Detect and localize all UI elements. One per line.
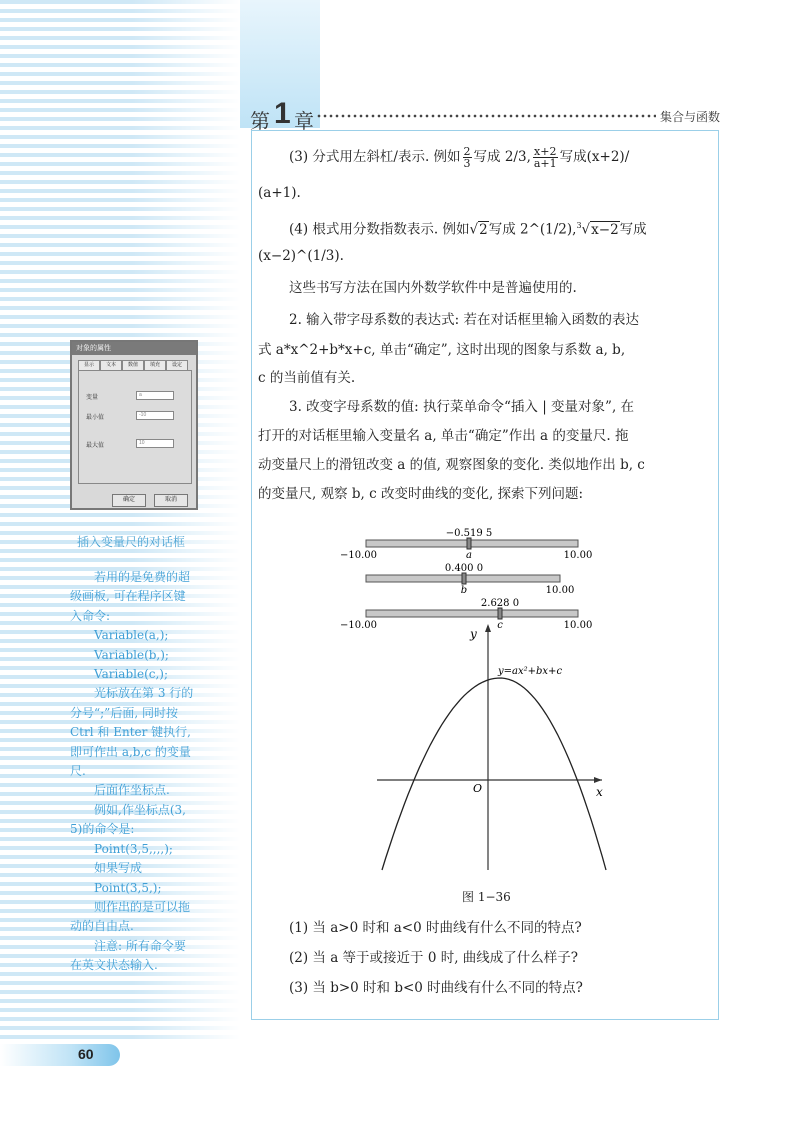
sidenote-line: 光标放在第 3 行的 (94, 686, 194, 701)
chapter-title: 集合与函数 (660, 110, 721, 124)
slider-label: a (466, 550, 472, 561)
sidenote-line: Ctrl 和 Enter 键执行, (70, 725, 191, 740)
para-step3-line3: 动变量尺上的滑钮改变 a 的值, 观察图象的变化. 类似地作出 b, c (258, 457, 645, 473)
sidenote-line: 分号“;”后面, 同时按 (70, 705, 178, 720)
para-radical-rule: (4) 根式用分数指数表示. 例如√2写成 2^(1/2),$^3$√x−2写成 (289, 221, 647, 238)
x-axis-arrow (594, 777, 602, 783)
para-radical-rule-cont: (x−2)^(1/3). (258, 248, 344, 264)
sidenote-line: 5)的命令是: (70, 822, 135, 837)
text-run: 写成 (619, 221, 647, 238)
dialog-tab: 文本 (100, 360, 122, 371)
dialog-tab: 填充 (144, 360, 166, 371)
sidenote-line: Variable(a,); (94, 628, 169, 643)
sidenote-line: Point(3,5,,,,); (94, 841, 173, 856)
dialog-caption: 插入变量尺的对话框 (77, 535, 186, 549)
slider-label: 10.00 (545, 585, 575, 596)
side-note (70, 568, 210, 976)
dialog-title: 对象的属性 (72, 342, 196, 355)
para-step3-line2: 打开的对话框里输入变量名 a, 单击“确定”作出 a 的变量尺. 拖 (258, 428, 629, 444)
chapter-suffix: 章 (294, 111, 314, 133)
fraction-two-thirds: $\frac{2}{3}$ (463, 145, 471, 170)
sidenote-line: 例如,作坐标点(3, (94, 802, 186, 817)
slider-track-c (366, 610, 578, 617)
field-label: 最小值 (86, 415, 105, 421)
sidenote-line: Variable(c,); (94, 667, 169, 682)
dialog-tabs (78, 360, 190, 370)
text-run: 写成 2/3, (473, 149, 531, 165)
dialog-tab: 数值 (122, 360, 144, 371)
radicand: 2 (479, 221, 488, 238)
para-step2-line2: 式 a*x^2+b*x+c, 单击“确定”, 这时出现的图象与系数 a, b, (258, 342, 626, 358)
min-field: -10 (136, 411, 174, 420)
origin-label: O (473, 782, 483, 795)
slider-label: 0.400 0 (444, 563, 484, 574)
para-step2-line1: 2. 输入带字母系数的表达式: 若在对话框里输入函数的表达 (289, 312, 640, 328)
dialog-tab: 设定 (166, 360, 188, 371)
para-step3-line4: 的变量尺, 观察 b, c 改变时曲线的变化, 探索下列问题: (258, 486, 584, 502)
page-number-tab (0, 1044, 120, 1066)
para-usage-note: 这些书写方法在国内外数学软件中是普遍使用的. (289, 280, 577, 296)
figure-caption: 图 1−36 (462, 890, 511, 904)
max-field: 10 (136, 439, 174, 448)
slider-knob-a (467, 538, 471, 549)
sidenote-line: 若用的是免费的超 (94, 570, 191, 584)
sidenote-line: Point(3,5,); (94, 880, 162, 895)
para-fraction-rule (289, 146, 629, 169)
sidenote-line: 在英文状态输入. (70, 958, 158, 973)
y-axis-label: y (470, 627, 477, 641)
slider-knob-b (462, 573, 466, 584)
dialog-panel (78, 370, 192, 484)
para-fraction-rule-cont: (a+1). (258, 185, 301, 201)
dialog-tab: 显示 (78, 360, 100, 371)
radicand: x−2 (591, 221, 619, 238)
slider-label: −0.519 5 (445, 528, 493, 539)
page-number: 60 (78, 1046, 94, 1062)
question-1: (1) 当 a>0 时和 a<0 时曲线有什么不同的特点? (289, 920, 582, 936)
slider-knob-c (498, 608, 502, 619)
slider-label: −10.00 (340, 620, 378, 631)
slider-label: 2.628 0 (480, 598, 520, 609)
sidenote-line: 级画板, 可在程序区键 (70, 589, 186, 604)
page-header (250, 97, 730, 133)
cancel-button: 取消 (154, 494, 188, 507)
y-axis-arrow (485, 624, 491, 632)
parabola-curve (382, 678, 606, 870)
sidenote-line: 即可作出 a,b,c 的变量 (70, 744, 191, 759)
slider-track-a (366, 540, 578, 547)
chapter-number: 1 (274, 97, 291, 130)
slider-label: c (497, 620, 503, 631)
sidenote-line: 注意: 所有命令要 (94, 938, 186, 953)
sidenote-line: 入命令: (70, 608, 111, 623)
text-run: 写成(x+2)/ (559, 149, 630, 165)
root-index: 3 (576, 221, 582, 230)
slider-label: 10.00 (563, 550, 593, 561)
question-2: (2) 当 a 等于或接近于 0 时, 曲线成了什么样子? (289, 950, 579, 966)
sidenote-line: 后面作坐标点. (94, 783, 170, 798)
slider-label: −10.00 (340, 550, 378, 561)
slider-label: 10.00 (563, 620, 593, 631)
para-step3-line1: 3. 改变字母系数的值: 执行菜单命令“插入 | 变量对象”, 在 (289, 399, 635, 415)
text-run: (4) 根式用分数指数表示. 例如 (289, 221, 470, 238)
text-run: 写成 2^(1/2), (488, 221, 577, 238)
field-label: 变量 (86, 395, 99, 401)
field-label: 最大值 (86, 443, 105, 449)
sidenote-line: 如果写成 (94, 861, 143, 876)
fraction-expression: $\frac{x+2}{a+1}$ (533, 145, 557, 170)
sidenote-line: 尺. (70, 764, 86, 779)
figure-sliders-parabola (330, 518, 610, 888)
sidenote-line: Variable(b,); (94, 647, 169, 662)
sidenote-line: 则作出的是可以拖 (94, 899, 191, 914)
header-leader-dots (316, 113, 656, 119)
para-step2-line3: c 的当前值有关. (258, 370, 356, 386)
chapter-prefix: 第 (250, 111, 270, 133)
variable-field: a (136, 391, 174, 400)
variable-dialog-screenshot (70, 340, 198, 510)
slider-label: b (460, 585, 468, 596)
ok-button: 确定 (112, 494, 146, 507)
sidenote-line: 动的自由点. (70, 919, 134, 934)
x-axis-label: x (596, 785, 603, 799)
text-run: (3) 分式用左斜杠/表示. 例如 (289, 149, 461, 165)
equation-label: y=ax²+bx+c (498, 666, 563, 677)
question-3: (3) 当 b>0 时和 b<0 时曲线有什么不同的特点? (289, 980, 583, 996)
